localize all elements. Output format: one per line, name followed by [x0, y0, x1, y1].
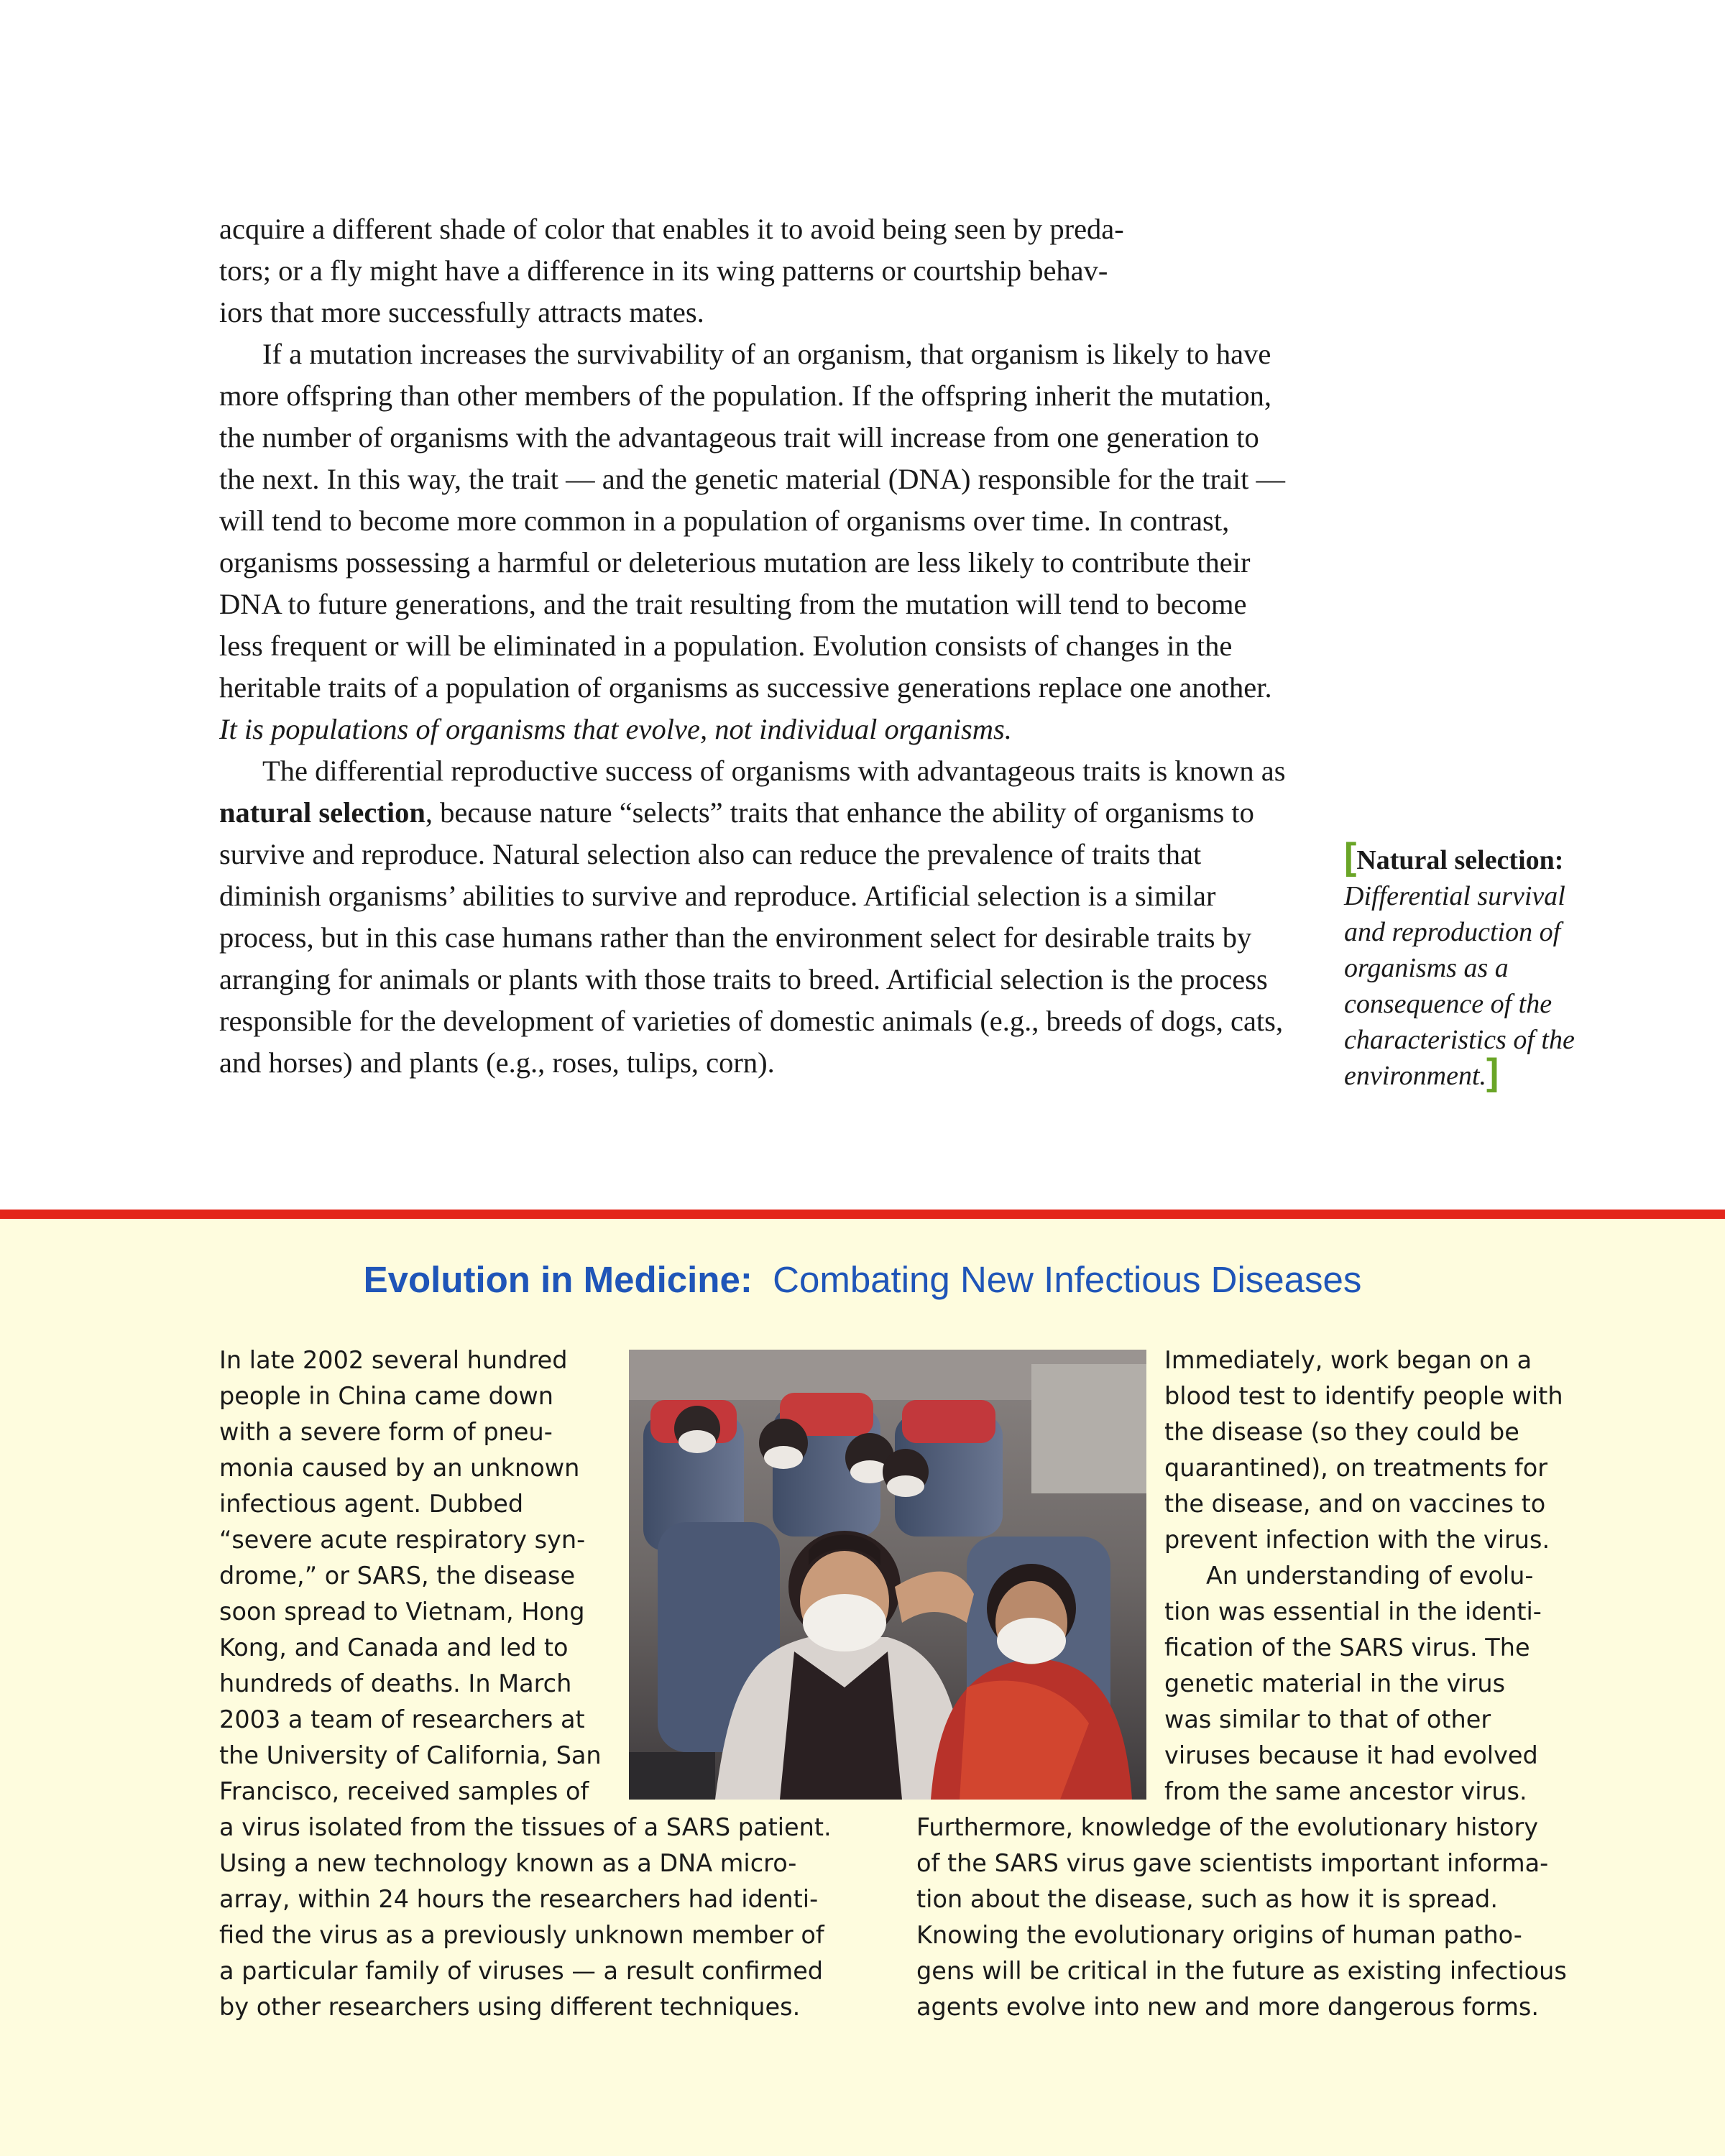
- key-term: natural selection: [219, 796, 426, 829]
- text-line: fication of the SARS virus. The: [1164, 1634, 1530, 1662]
- box-column-right-top: [1164, 1342, 1563, 1810]
- p1-line-1: acquire a different shade of color that enables it to avoid being seen by preda-: [219, 213, 1124, 245]
- text-line: drome,” or SARS, the disease: [219, 1562, 576, 1590]
- text-line: with a severe form of pneu-: [219, 1418, 553, 1446]
- text-line: a particular family of viruses — a result confirmed: [219, 1957, 824, 1985]
- text-line: Immediately, work began on a: [1164, 1346, 1532, 1374]
- text-line: a virus isolated from the tissues of a SARS patient.: [219, 1813, 832, 1841]
- body-text: [219, 208, 1290, 1084]
- definition-text: Differential survival and reproduction of organisms as a consequence of the characteristics of the environment: [1344, 881, 1575, 1091]
- text-line: prevent infection with the virus.: [1164, 1526, 1550, 1554]
- text-line: array, within 24 hours the researchers had identi-: [219, 1885, 819, 1913]
- text-line: genetic material in the virus: [1164, 1669, 1506, 1697]
- text-line: soon spread to Vietnam, Hong: [219, 1598, 585, 1626]
- text-line: people in China came down: [219, 1382, 553, 1410]
- text-line: tion about the disease, such as how it is spread.: [916, 1885, 1498, 1913]
- paragraph-3: [219, 750, 1290, 1084]
- open-bracket-icon: [: [1344, 836, 1357, 877]
- box-heading-title: Combating New Infectious Diseases: [773, 1259, 1362, 1300]
- p3-after: , because nature “selects” traits that enhance the ability of organisms to survive and reproduce. Natural selection also can reduce the prevalence of traits that diminish organisms’ abilities to survive and reproduce. Artificial selection is a similar process, but in this case humans rather than the environment select for desirable traits by arranging for animals or plants with those traits to breed. Artificial selection is the process responsible for the development of varieties of domestic animals (e.g., breeds of dogs, cats, and horses) and plants (e.g., roses, tulips, corn).: [219, 796, 1284, 1079]
- text-line: the University of California, San: [219, 1741, 602, 1769]
- text-line: hundreds of deaths. In March: [219, 1669, 572, 1697]
- text-line: Knowing the evolutionary origins of human patho-: [916, 1921, 1522, 1949]
- box-column-right-bottom: [916, 1810, 1567, 2025]
- text-line: Francisco, received samples of: [219, 1777, 589, 1805]
- photo-illustration: [629, 1350, 1146, 1800]
- text-line: Furthermore, knowledge of the evolutionary history: [916, 1813, 1539, 1841]
- text-line: In late 2002 several hundred: [219, 1346, 568, 1374]
- p2-text: If a mutation increases the survivability of an organism, that organism is likely to have more offspring than other members of the population. If the offspring inherit the mutation, the number of organisms with the advantageous trait will increase from one generation to the next. In this way, the trait — and the genetic material (DNA) responsible for the trait — will tend to become more common in a population of organisms over time. In contrast, organisms possessing a harmful or deleterious mutation are less likely to contribute their DNA to future generations, and the trait resulting from the mutation will tend to become less frequent or will be eliminated in a population. Evolution consists of changes in the heritable traits of a population of organisms as successive generations replace one another.: [219, 338, 1286, 704]
- text-line: by other researchers using different techniques.: [219, 1993, 801, 2021]
- text-line: tion was essential in the identi-: [1164, 1598, 1542, 1626]
- text-line: from the same ancestor virus.: [1164, 1777, 1527, 1805]
- text-line: fied the virus as a previously unknown member of: [219, 1921, 824, 1949]
- text-line: quarantined), on treatments for: [1164, 1454, 1548, 1482]
- p1-line-3: iors that more successfully attracts mates.: [219, 296, 704, 328]
- text-line: the disease (so they could be: [1164, 1418, 1519, 1446]
- p2-emphasis: It is populations of organisms that evolve, not individual organisms.: [219, 713, 1012, 745]
- definition-term: Natural selection:: [1356, 845, 1564, 875]
- paragraph-1: [219, 208, 1290, 333]
- text-line: infectious agent. Dubbed: [219, 1490, 524, 1518]
- text-line: of the SARS virus gave scientists important informa-: [916, 1849, 1549, 1877]
- box-column-left-top: [219, 1342, 602, 1810]
- p3-before: The differential reproductive success of organisms with advantageous traits is known as: [262, 755, 1286, 787]
- text-line: was similar to that of other: [1164, 1705, 1491, 1733]
- box-heading-lead: Evolution in Medicine:: [363, 1259, 753, 1300]
- definition-period: .: [1479, 1061, 1487, 1091]
- text-line: monia caused by an unknown: [219, 1454, 580, 1482]
- text-line: agents evolve into new and more dangerous forms.: [916, 1993, 1539, 2021]
- text-line: Using a new technology known as a DNA micro-: [219, 1849, 797, 1877]
- p1-line-2: tors; or a fly might have a difference in its wing patterns or courtship behav-: [219, 254, 1108, 287]
- text-line: gens will be critical in the future as existing infectious: [916, 1957, 1567, 1985]
- sars-passengers-photo: [629, 1350, 1146, 1800]
- text-line: An understanding of evolu-: [1206, 1562, 1534, 1590]
- box-column-left-bottom: [219, 1810, 832, 2025]
- paragraph-2: [219, 333, 1290, 750]
- text-line: “severe acute respiratory syn-: [219, 1526, 586, 1554]
- text-line: 2003 a team of researchers at: [219, 1705, 585, 1733]
- text-line: blood test to identify people with: [1164, 1382, 1563, 1410]
- text-line: the disease, and on vaccines to: [1164, 1490, 1546, 1518]
- box-top-rule: [0, 1210, 1725, 1219]
- text-line: Kong, and Canada and led to: [219, 1634, 569, 1662]
- close-bracket-icon: ]: [1486, 1051, 1499, 1093]
- text-line: viruses because it had evolved: [1164, 1741, 1538, 1769]
- margin-definition: [1344, 836, 1603, 1094]
- box-heading: [0, 1256, 1725, 1304]
